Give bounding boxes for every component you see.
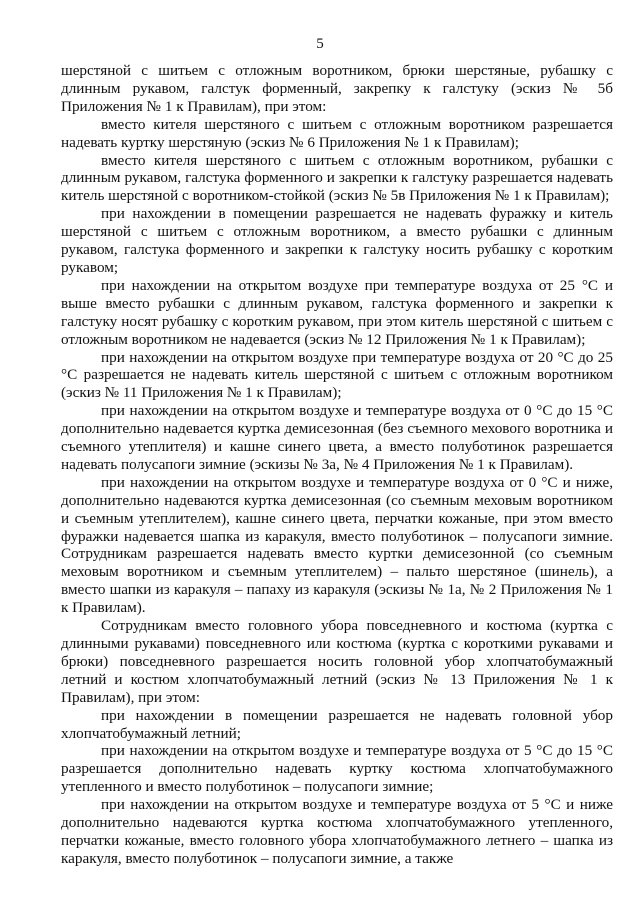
paragraph: при нахождении в помещении разрешается не надевать головной убор хлопчатобумажный летний; bbox=[61, 706, 613, 742]
paragraph: при нахождении на открытом воздухе и температуре воздуха от 0 °С и ниже, дополнительно надеваются куртка демисезонная (со съемным меховым воротником и съемным утеплителем), кашне синего цвета, перчатки кожаные, при этом вместо фуражки надевается шапка из каракуля, вместо полуботинок – полусапоги зимние. Сотрудникам разрешается надевать вместо куртки демисезонной (со съемным меховым воротником и съемным утеплителем) – пальто шерстяное (шинель), а вместо шапки из каракуля – папаху из каракуля (эскизы № 1а, № 2 Приложения № 1 к Правилам). bbox=[61, 473, 613, 617]
page-number: 5 bbox=[316, 36, 324, 52]
paragraph: при нахождении в помещении разрешается не надевать фуражку и китель шерстяной с шитьем с отложным воротником, а вместо рубашки с длинным рукавом, галстука форменного и закрепки к галстуку носить рубашку с коротким рукавом; bbox=[61, 205, 613, 276]
paragraph: вместо кителя шерстяного с шитьем с отложным воротником разрешается надевать куртку шерстяную (эскиз № 6 Приложения № 1 к Правилам); bbox=[61, 115, 613, 151]
paragraph: вместо кителя шерстяного с шитьем с отложным воротником, рубашки с длинным рукавом, галстука форменного и закрепки к галстуку разрешается надевать китель шерстяной с воротником-стойкой (эскиз № 5в Приложения № 1 к Правилам); bbox=[61, 151, 613, 205]
paragraph: при нахождении на открытом воздухе и температуре воздуха от 5 °С до 15 °С разрешается дополнительно надевать куртку костюма хлопчатобумажного утепленного и вместо полуботинок – полусапоги зимние; bbox=[61, 742, 613, 796]
paragraph: при нахождении на открытом воздухе и температуре воздуха от 5 °С и ниже дополнительно надеваются куртка костюма хлопчатобумажного утепленного, перчатки кожаные, вместо головного убора хлопчатобумажного летнего – шапка из каракуля, вместо полуботинок – полусапоги зимние, а также bbox=[61, 796, 613, 867]
paragraph: шерстяной с шитьем с отложным воротником, брюки шерстяные, рубашку с длинным рукавом, галстук форменный, закрепку к галстуку (эскиз № 5б Приложения № 1 к Правилам), при этом: bbox=[61, 62, 613, 115]
paragraph: при нахождении на открытом воздухе при температуре воздуха от 20 °С до 25 °С разрешается не надевать китель шерстяной с шитьем с отложным воротником (эскиз № 11 Приложения № 1 к Правилам); bbox=[61, 348, 613, 402]
paragraph: Сотрудникам вместо головного убора повседневного и костюма (куртка с длинными рукавами) повседневного или костюма (куртка с короткими рукавами и брюки) повседневного разрешается носить головной убор хлопчатобумажный летний и костюм хлопчатобумажный летний (эскиз № 13 Приложения № 1 к Правилам), при этом: bbox=[61, 617, 613, 706]
document-body bbox=[61, 62, 613, 868]
paragraph: при нахождении на открытом воздухе и температуре воздуха от 0 °С до 15 °С дополнительно надевается куртка демисезонная (без съемного мехового воротника и съемного утеплителя) и кашне синего цвета, а вместо полуботинок разрешается надевать полусапоги зимние (эскизы № 3а, № 4 Приложения № 1 к Правилам). bbox=[61, 402, 613, 473]
paragraph: при нахождении на открытом воздухе при температуре воздуха от 25 °С и выше вместо рубашки с длинным рукавом, галстука форменного и закрепки к галстуку носят рубашку с коротким рукавом, при этом китель шерстяной с шитьем с отложным воротником не надевается (эскиз № 12 Приложения № 1 к Правилам); bbox=[61, 276, 613, 348]
